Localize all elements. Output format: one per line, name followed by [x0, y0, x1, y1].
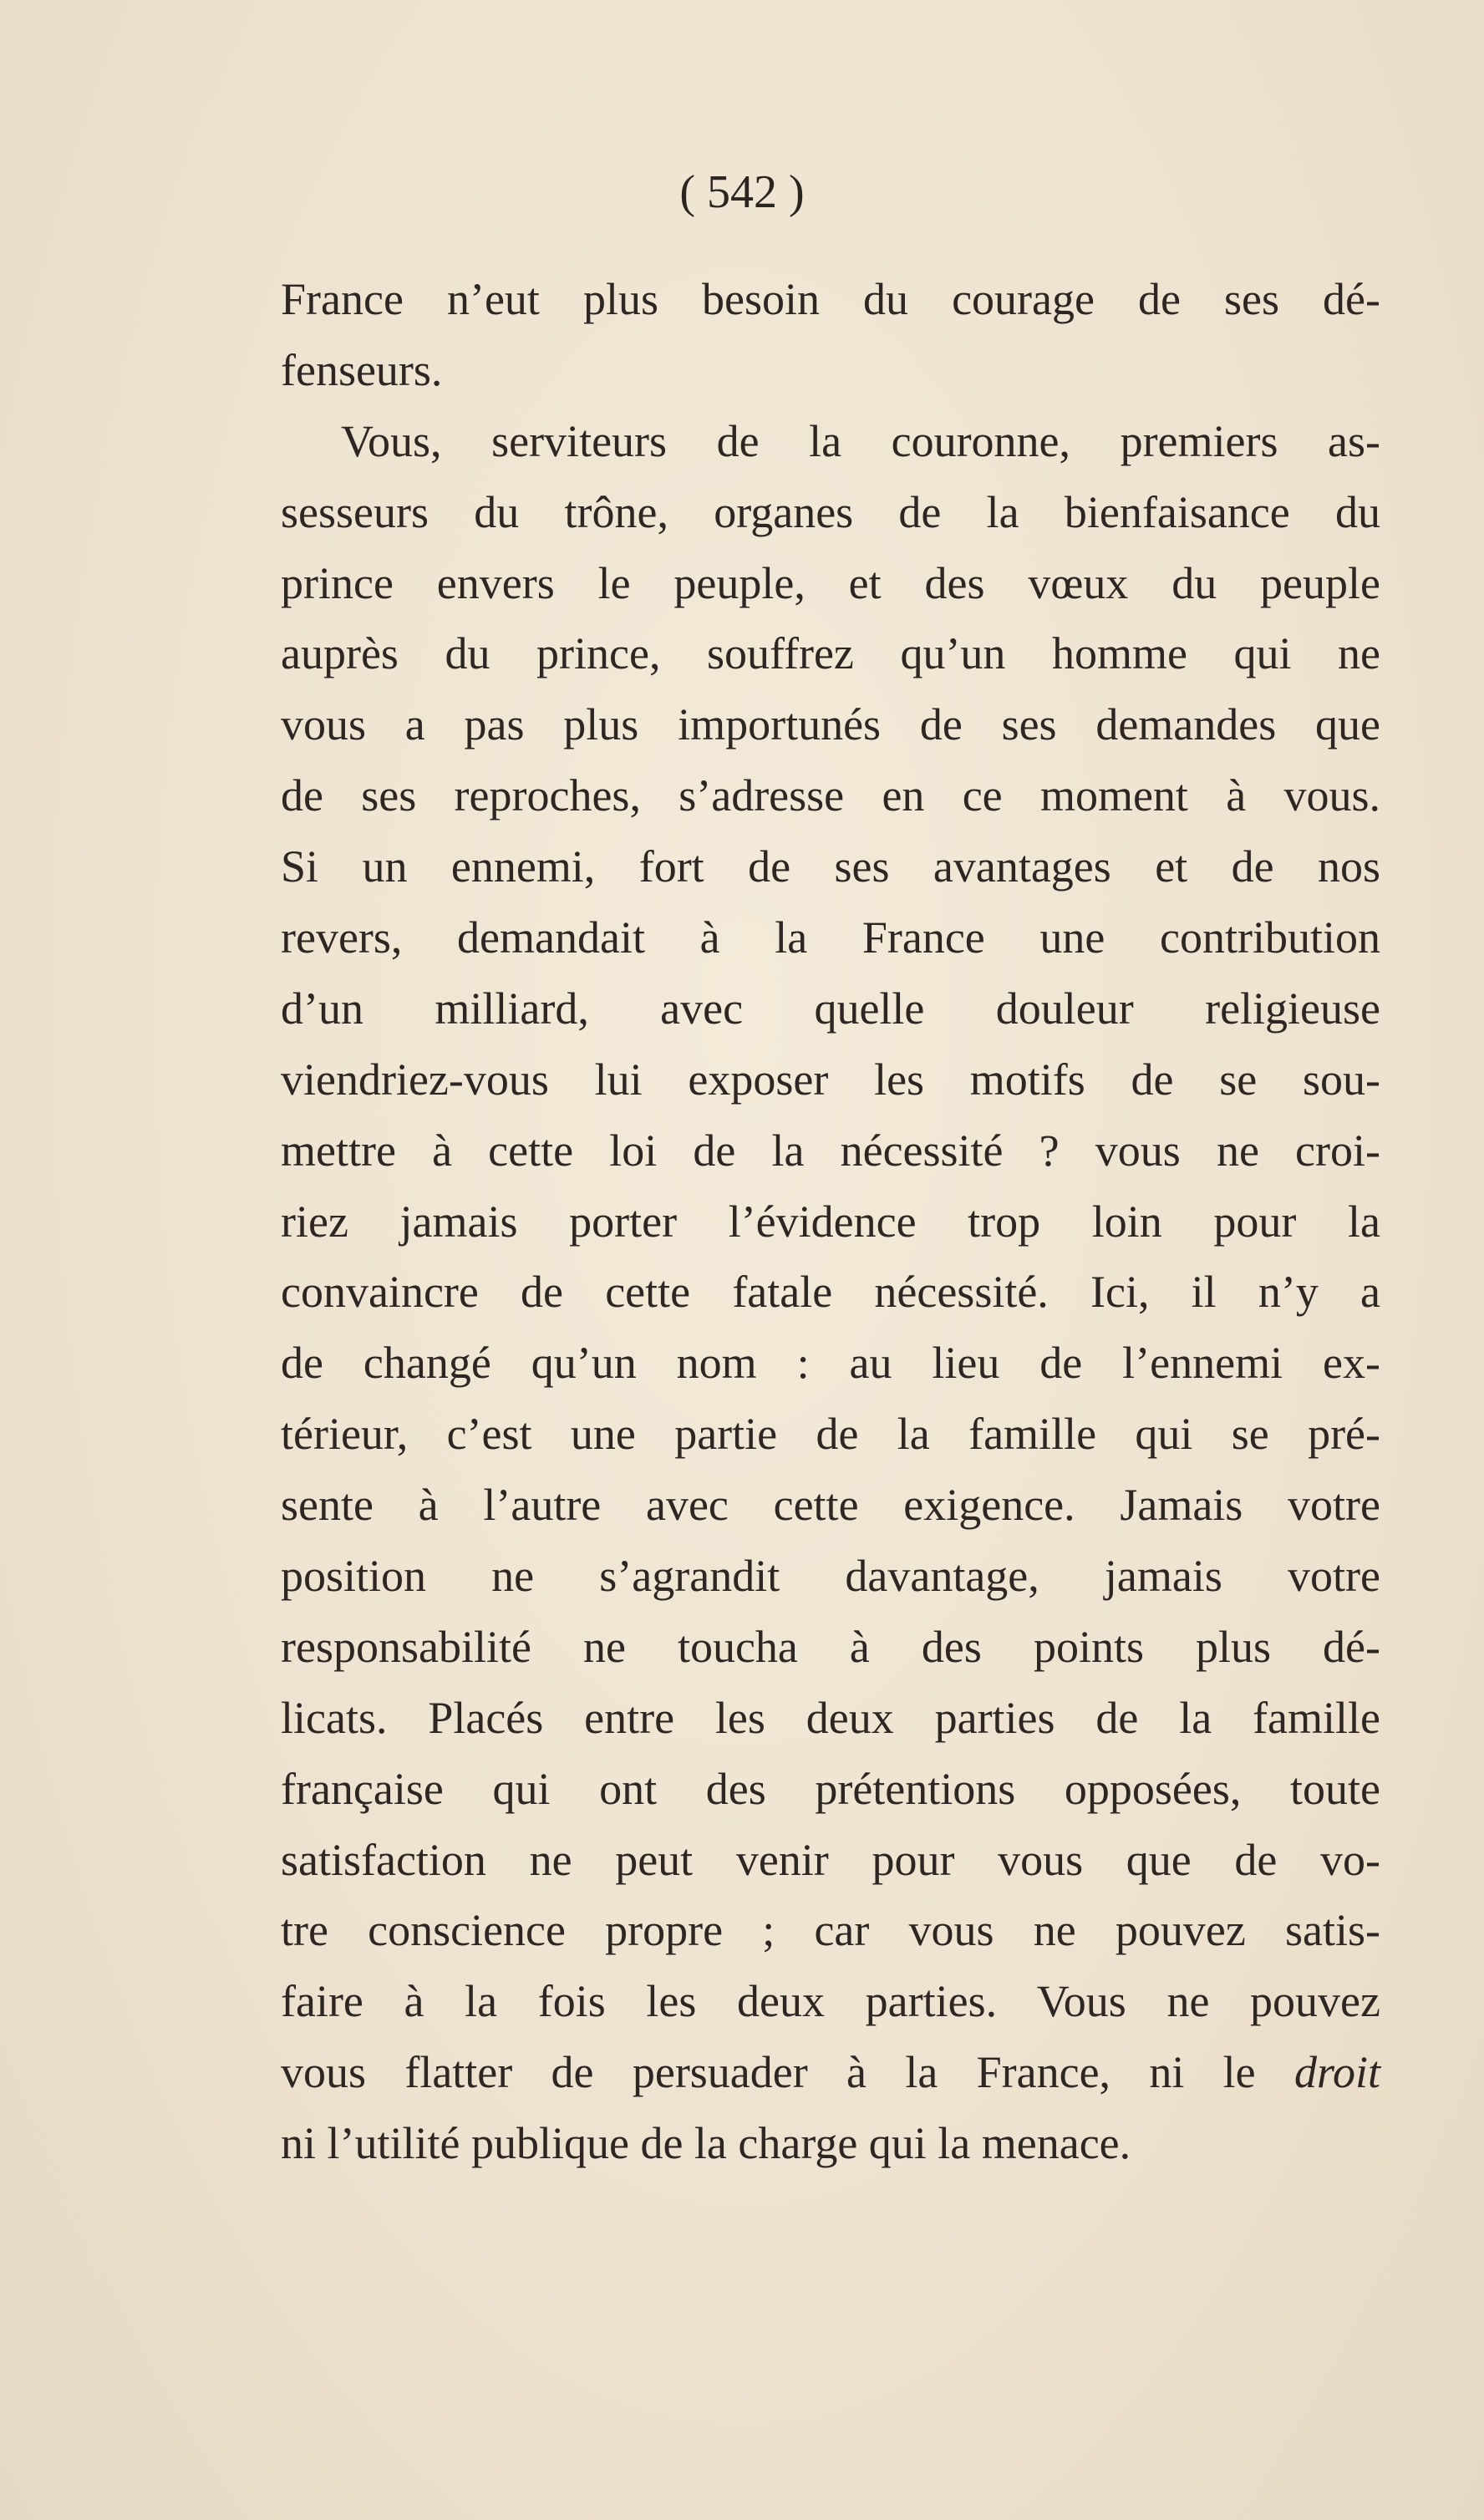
text-line: française qui ont des prétentions opposées, toute	[281, 1763, 1380, 1814]
text-line: revers, demandait à la France une contribution	[281, 912, 1380, 963]
emphasis-word: droit	[1293, 2047, 1381, 2098]
text-line: France n’eut plus besoin du courage de ses dé-	[281, 274, 1380, 324]
text-line: convaincre de cette fatale nécessité. Ici, il n’y a	[281, 1267, 1380, 1318]
text-line: sente à l’autre avec cette exigence. Jamais votre	[281, 1480, 1380, 1531]
text-line: térieur, c’est une partie de la famille qui se pré-	[281, 1409, 1380, 1460]
text-line: tre conscience propre ; car vous ne pouvez satis-	[281, 1905, 1380, 1956]
text-line: mettre à cette loi de la nécessité ? vous ne croi-	[281, 1125, 1380, 1176]
body-text	[281, 264, 1380, 2179]
text-line: ni l’utilité publique de la charge qui la menace.	[281, 2118, 1131, 2169]
text-line: prince envers le peuple, et des vœux du peuple	[281, 557, 1380, 608]
text-line: viendriez-vous lui exposer les motifs de se sou-	[281, 1054, 1380, 1105]
text-line: sesseurs du trône, organes de la bienfaisance du	[281, 486, 1380, 537]
text-line: responsabilité ne toucha à des points plus dé-	[281, 1621, 1380, 1672]
text-line: riez jamais porter l’évidence trop loin pour la	[281, 1196, 1380, 1247]
text-line: satisfaction ne peut venir pour vous que de vo-	[281, 1834, 1380, 1885]
text-line: d’un milliard, avec quelle douleur religieuse	[281, 983, 1380, 1034]
text-line: Si un ennemi, fort de ses avantages et de nos	[281, 841, 1380, 892]
text-line: licats. Placés entre les deux parties de la famille	[281, 1692, 1380, 1743]
page-number: ( 542 )	[679, 166, 805, 218]
text-segment: vous flatter de persuader à la France, ni le	[281, 2047, 1256, 2098]
text-line-with-emphasis	[281, 2037, 1380, 2108]
text-line: position ne s’agrandit davantage, jamais votre	[281, 1551, 1380, 1602]
text-line: auprès du prince, souffrez qu’un homme qui ne	[281, 628, 1380, 679]
text-line: de changé qu’un nom : au lieu de l’ennemi ex-	[281, 1338, 1380, 1389]
text-line: de ses reproches, s’adresse en ce moment à vous.	[281, 770, 1380, 821]
text-line: Vous, serviteurs de la couronne, premiers as-	[341, 415, 1380, 466]
text-line: vous a pas plus importunés de ses demandes que	[281, 699, 1380, 750]
text-line: faire à la fois les deux parties. Vous ne pouvez	[281, 1976, 1380, 2027]
text-line: fenseurs.	[281, 344, 443, 395]
